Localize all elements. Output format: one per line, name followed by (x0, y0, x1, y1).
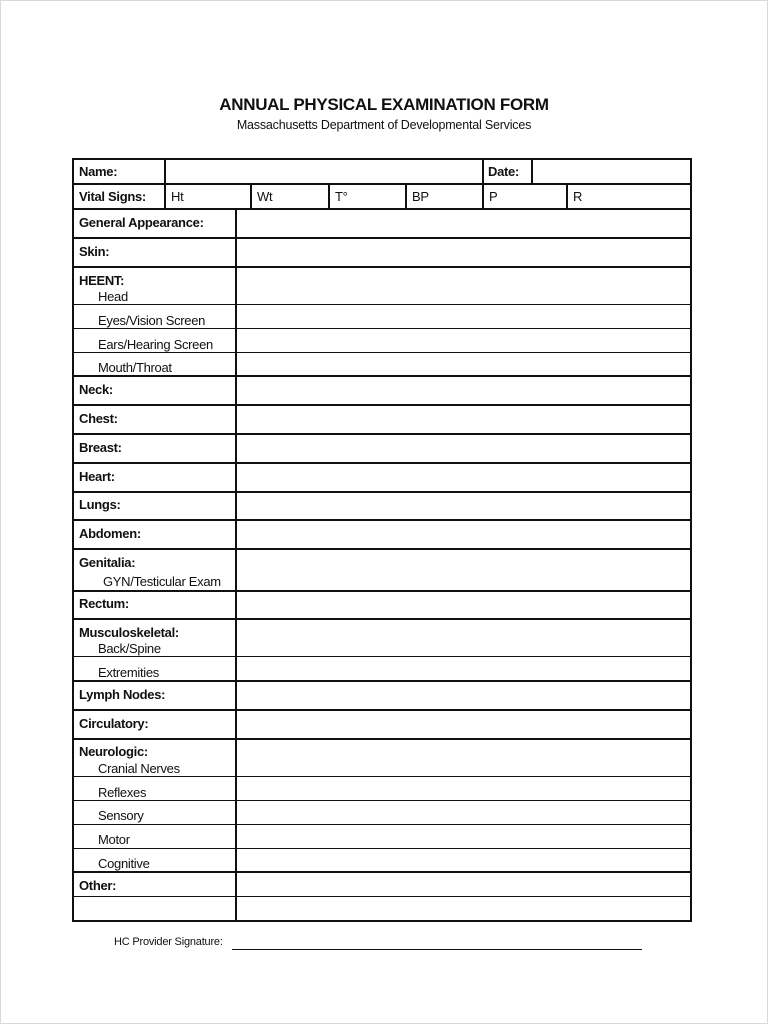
row-line (72, 709, 692, 711)
row-line (72, 304, 692, 305)
form-subtitle: Massachusetts Department of Developmental Services (236, 118, 532, 132)
exam-form-table (72, 158, 692, 922)
col-line (250, 183, 252, 209)
row-line (72, 776, 692, 777)
neuro-cognitive-label: Cognitive (98, 856, 150, 871)
circulatory-label: Circulatory: (79, 716, 149, 731)
abdomen-label: Abdomen: (79, 526, 141, 541)
table-right-border (690, 158, 692, 922)
table-bottom-border (72, 920, 692, 922)
vital-temp-field[interactable]: T° (335, 189, 348, 204)
row-line (72, 680, 692, 682)
row-line (72, 208, 692, 210)
musculo-extremities-label: Extremities (98, 665, 159, 680)
label-column-divider (235, 208, 237, 922)
neurologic-label: Neurologic: (79, 744, 148, 759)
table-left-border (72, 158, 74, 922)
rectum-label: Rectum: (79, 596, 129, 611)
lungs-label: Lungs: (79, 497, 121, 512)
chest-label: Chest: (79, 411, 118, 426)
musculoskeletal-label: Musculoskeletal: (79, 625, 179, 640)
vital-wt-field[interactable]: Wt (257, 189, 273, 204)
row-line (72, 738, 692, 740)
row-line (72, 824, 692, 825)
neck-label: Neck: (79, 382, 113, 397)
col-line (164, 158, 166, 184)
heent-ears-label: Ears/Hearing Screen (98, 337, 213, 352)
heart-label: Heart: (79, 469, 115, 484)
breast-label: Breast: (79, 440, 122, 455)
col-line (482, 183, 484, 209)
row-line (72, 266, 692, 268)
row-line (72, 404, 692, 406)
neuro-cranial-label: Cranial Nerves (98, 761, 180, 776)
signature-line[interactable] (232, 949, 642, 950)
vital-resp-field[interactable]: R (573, 189, 583, 204)
row-line (72, 800, 692, 801)
row-line (72, 328, 692, 329)
row-line (72, 548, 692, 550)
row-line (72, 871, 692, 873)
row-line (72, 618, 692, 620)
genitalia-gyn-label: GYN/Testicular Exam (103, 574, 221, 589)
col-line (531, 158, 533, 184)
name-field[interactable] (168, 160, 480, 182)
date-label: Date: (488, 164, 520, 179)
heent-eyes-label: Eyes/Vision Screen (98, 313, 206, 328)
row-line (72, 462, 692, 464)
heent-head-label: Head (98, 289, 128, 304)
col-line (328, 183, 330, 209)
date-field[interactable] (535, 160, 687, 182)
row-line (72, 433, 692, 435)
skin-label: Skin: (79, 244, 110, 259)
other-label: Other: (79, 878, 117, 893)
general-appearance-label: General Appearance: (79, 215, 204, 230)
name-label: Name: (79, 164, 118, 179)
musculo-back-label: Back/Spine (98, 641, 161, 656)
vital-bp-field[interactable]: BP (412, 189, 429, 204)
vital-signs-label: Vital Signs: (79, 189, 146, 204)
heent-label: HEENT: (79, 273, 125, 288)
heent-mouth-label: Mouth/Throat (98, 360, 172, 375)
col-line (164, 183, 166, 209)
row-line (72, 896, 692, 897)
vital-ht-field[interactable]: Ht (171, 189, 184, 204)
row-line (72, 590, 692, 592)
vital-pulse-field[interactable]: P (489, 189, 498, 204)
row-line (72, 352, 692, 353)
row-line (72, 519, 692, 521)
signature-label: HC Provider Signature: (114, 936, 223, 948)
row-line (72, 237, 692, 239)
col-line (566, 183, 568, 209)
neuro-motor-label: Motor (98, 832, 130, 847)
neuro-sensory-label: Sensory (98, 808, 144, 823)
col-line (482, 158, 484, 184)
row-line (72, 375, 692, 377)
neuro-reflexes-label: Reflexes (98, 785, 147, 800)
col-line (405, 183, 407, 209)
form-title: ANNUAL PHYSICAL EXAMINATION FORM (219, 95, 549, 114)
genitalia-label: Genitalia: (79, 555, 136, 570)
lymph-nodes-label: Lymph Nodes: (79, 687, 166, 702)
row-line (72, 656, 692, 657)
row-line (72, 848, 692, 849)
row-line (72, 491, 692, 493)
